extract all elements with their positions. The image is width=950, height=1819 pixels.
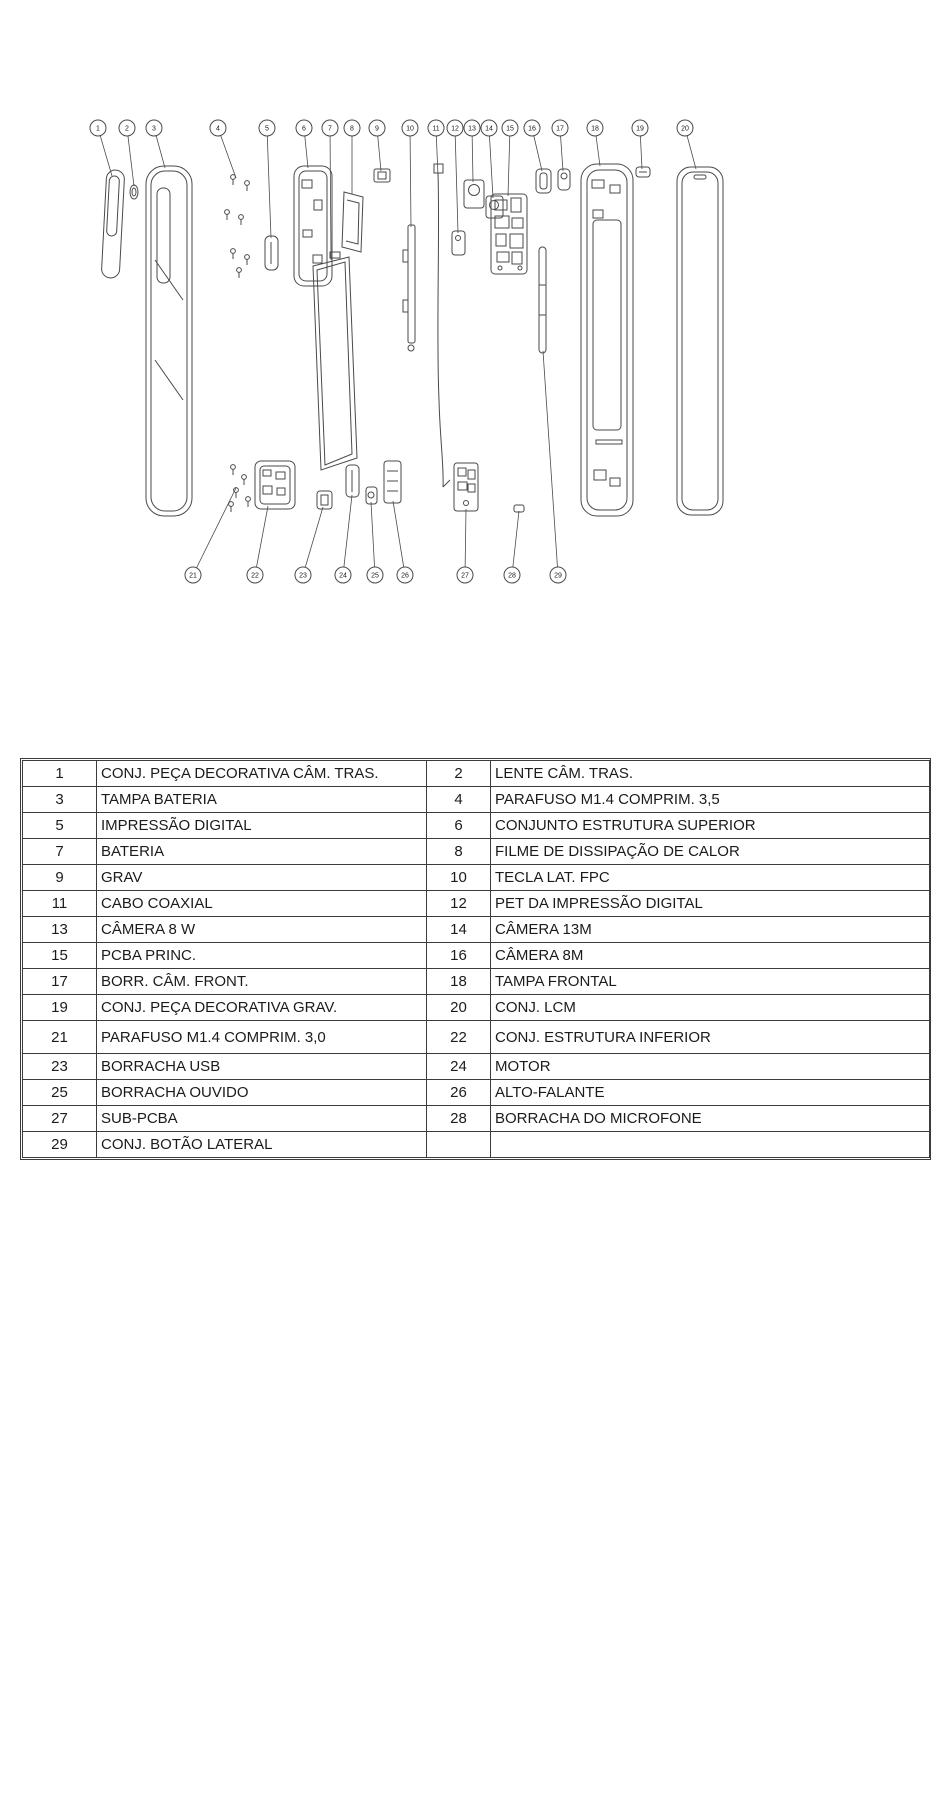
part-camera-8m [536, 169, 551, 193]
parts-table [22, 760, 930, 1158]
part-grav-bracket [374, 169, 390, 182]
part-number: 29 [23, 1132, 97, 1158]
leader-line-29 [543, 351, 558, 575]
table-row [23, 1106, 930, 1132]
part-number: 3 [23, 787, 97, 813]
callout-number-5: 5 [265, 125, 269, 133]
part-description: BORRACHA OUVIDO [97, 1080, 427, 1106]
part-description: CABO COAXIAL [97, 891, 427, 917]
leader-lines [96, 125, 696, 575]
part-number: 11 [23, 891, 97, 917]
part-usb-rubber [317, 491, 332, 509]
part-front-cover [581, 164, 633, 516]
callout-number-28: 28 [508, 572, 516, 580]
leader-line-23 [303, 507, 323, 575]
callout-number-27: 27 [461, 572, 469, 580]
table-row [23, 969, 930, 995]
table-row [23, 813, 930, 839]
leader-line-2 [125, 125, 134, 186]
table-row [23, 761, 930, 787]
part-description: TAMPA BATERIA [97, 787, 427, 813]
part-description: CÂMERA 13M [491, 917, 930, 943]
part-fingerprint-pet [452, 231, 465, 255]
part-screws-top [225, 175, 250, 278]
part-speaker [384, 461, 401, 503]
callout-balloons [90, 120, 693, 583]
part-main-pcba [491, 194, 527, 274]
part-number: 19 [23, 995, 97, 1021]
part-description: FILME DE DISSIPAÇÃO DE CALOR [491, 839, 930, 865]
callout-number-11: 11 [432, 125, 440, 133]
part-description: CONJ. PEÇA DECORATIVA GRAV. [97, 995, 427, 1021]
part-description: CÂMERA 8 W [97, 917, 427, 943]
part-description: PET DA IMPRESSÃO DIGITAL [491, 891, 930, 917]
part-battery [313, 252, 357, 470]
part-description: PCBA PRINC. [97, 943, 427, 969]
part-number: 9 [23, 865, 97, 891]
parts-drawing [101, 164, 723, 516]
part-side-key-fpc [403, 225, 415, 351]
part-description: GRAV [97, 865, 427, 891]
part-description: BATERIA [97, 839, 427, 865]
callout-number-24: 24 [339, 572, 347, 580]
table-row [23, 1054, 930, 1080]
leader-line-21 [193, 488, 236, 575]
part-description: TECLA LAT. FPC [491, 865, 930, 891]
leader-line-24 [343, 495, 352, 575]
callout-number-25: 25 [371, 572, 379, 580]
part-description: CÂMERA 8M [491, 943, 930, 969]
table-row [23, 995, 930, 1021]
part-description: BORR. CÂM. FRONT. [97, 969, 427, 995]
leader-line-14 [489, 128, 493, 198]
part-number: 5 [23, 813, 97, 839]
part-number: 14 [427, 917, 491, 943]
part-heat-dissipation-film [342, 192, 363, 252]
table-row [23, 865, 930, 891]
part-number: 7 [23, 839, 97, 865]
part-description: CONJ. LCM [491, 995, 930, 1021]
callout-number-19: 19 [636, 125, 644, 133]
part-description: CONJ. BOTÃO LATERAL [97, 1132, 427, 1158]
part-grav-decorative-piece [636, 167, 650, 177]
callout-number-2: 2 [125, 125, 129, 133]
part-number: 10 [427, 865, 491, 891]
table-row [23, 1021, 930, 1054]
part-description: TAMPA FRONTAL [491, 969, 930, 995]
leader-line-27 [465, 509, 466, 575]
part-description [491, 1132, 930, 1158]
part-number: 13 [23, 917, 97, 943]
table-row [23, 891, 930, 917]
part-coaxial-cable [434, 164, 450, 487]
callout-number-8: 8 [350, 125, 354, 133]
table-row [23, 1132, 930, 1158]
part-number: 26 [427, 1080, 491, 1106]
callout-number-21: 21 [189, 572, 197, 580]
callout-number-17: 17 [556, 125, 564, 133]
part-description: BORRACHA USB [97, 1054, 427, 1080]
part-number: 18 [427, 969, 491, 995]
part-number: 1 [23, 761, 97, 787]
leader-line-26 [393, 501, 405, 575]
part-battery-cover [146, 166, 192, 516]
part-description: IMPRESSÃO DIGITAL [97, 813, 427, 839]
part-description: MOTOR [491, 1054, 930, 1080]
part-number: 15 [23, 943, 97, 969]
part-number: 6 [427, 813, 491, 839]
part-sub-pcba [454, 463, 478, 511]
part-description: CONJ. ESTRUTURA INFERIOR [491, 1021, 930, 1054]
leader-line-15 [508, 128, 510, 196]
callout-number-15: 15 [506, 125, 514, 133]
part-motor [346, 465, 359, 497]
part-description: CONJ. PEÇA DECORATIVA CÂM. TRAS. [97, 761, 427, 787]
callout-number-23: 23 [299, 572, 307, 580]
part-description: CONJUNTO ESTRUTURA SUPERIOR [491, 813, 930, 839]
leader-line-22 [255, 506, 268, 575]
part-number: 17 [23, 969, 97, 995]
part-number: 22 [427, 1021, 491, 1054]
exploded-view-diagram [0, 0, 950, 640]
part-lower-structure [255, 461, 295, 509]
leader-line-12 [455, 128, 458, 233]
callout-number-29: 29 [554, 572, 562, 580]
leader-line-5 [265, 125, 271, 238]
part-description: BORRACHA DO MICROFONE [491, 1106, 930, 1132]
part-number: 27 [23, 1106, 97, 1132]
leader-line-7 [328, 125, 332, 260]
part-description: SUB-PCBA [97, 1106, 427, 1132]
callout-number-6: 6 [302, 125, 306, 133]
table-row [23, 917, 930, 943]
leader-line-28 [512, 511, 519, 575]
part-description: PARAFUSO M1.4 COMPRIM. 3,5 [491, 787, 930, 813]
callout-number-4: 4 [216, 125, 220, 133]
part-number: 16 [427, 943, 491, 969]
part-screws-bottom [229, 465, 251, 512]
part-mic-rubber [514, 505, 524, 512]
callout-number-7: 7 [328, 125, 332, 133]
callout-number-1: 1 [96, 125, 100, 133]
callout-number-10: 10 [406, 125, 414, 133]
part-number: 8 [427, 839, 491, 865]
part-number: 20 [427, 995, 491, 1021]
part-number: 25 [23, 1080, 97, 1106]
callout-number-18: 18 [591, 125, 599, 133]
table-row [23, 943, 930, 969]
callout-number-26: 26 [401, 572, 409, 580]
callout-number-14: 14 [485, 125, 493, 133]
callout-number-22: 22 [251, 572, 259, 580]
part-description: PARAFUSO M1.4 COMPRIM. 3,0 [97, 1021, 427, 1054]
part-number: 4 [427, 787, 491, 813]
callout-number-13: 13 [468, 125, 476, 133]
part-description: ALTO-FALANTE [491, 1080, 930, 1106]
leader-line-10 [410, 128, 411, 227]
part-lcm-assembly [677, 167, 723, 515]
part-number: 28 [427, 1106, 491, 1132]
parts-table-wrapper [20, 758, 931, 1160]
part-camera-8w [464, 180, 484, 208]
part-number [427, 1132, 491, 1158]
part-description: LENTE CÂM. TRAS. [491, 761, 930, 787]
part-rear-cam-decorative-piece [101, 170, 125, 279]
callout-number-3: 3 [152, 125, 156, 133]
callout-number-20: 20 [681, 125, 689, 133]
part-number: 2 [427, 761, 491, 787]
part-number: 24 [427, 1054, 491, 1080]
part-rear-cam-lens [130, 185, 138, 199]
table-row [23, 1080, 930, 1106]
table-row [23, 839, 930, 865]
callout-number-12: 12 [451, 125, 459, 133]
leader-line-25 [371, 502, 375, 575]
callout-number-16: 16 [528, 125, 536, 133]
part-number: 21 [23, 1021, 97, 1054]
part-fingerprint-sensor [265, 236, 278, 270]
table-row [23, 787, 930, 813]
part-side-button [539, 247, 546, 353]
part-number: 12 [427, 891, 491, 917]
part-number: 23 [23, 1054, 97, 1080]
part-front-cam-rubber [558, 169, 570, 190]
part-earpiece-rubber [366, 487, 377, 504]
callout-number-9: 9 [375, 125, 379, 133]
